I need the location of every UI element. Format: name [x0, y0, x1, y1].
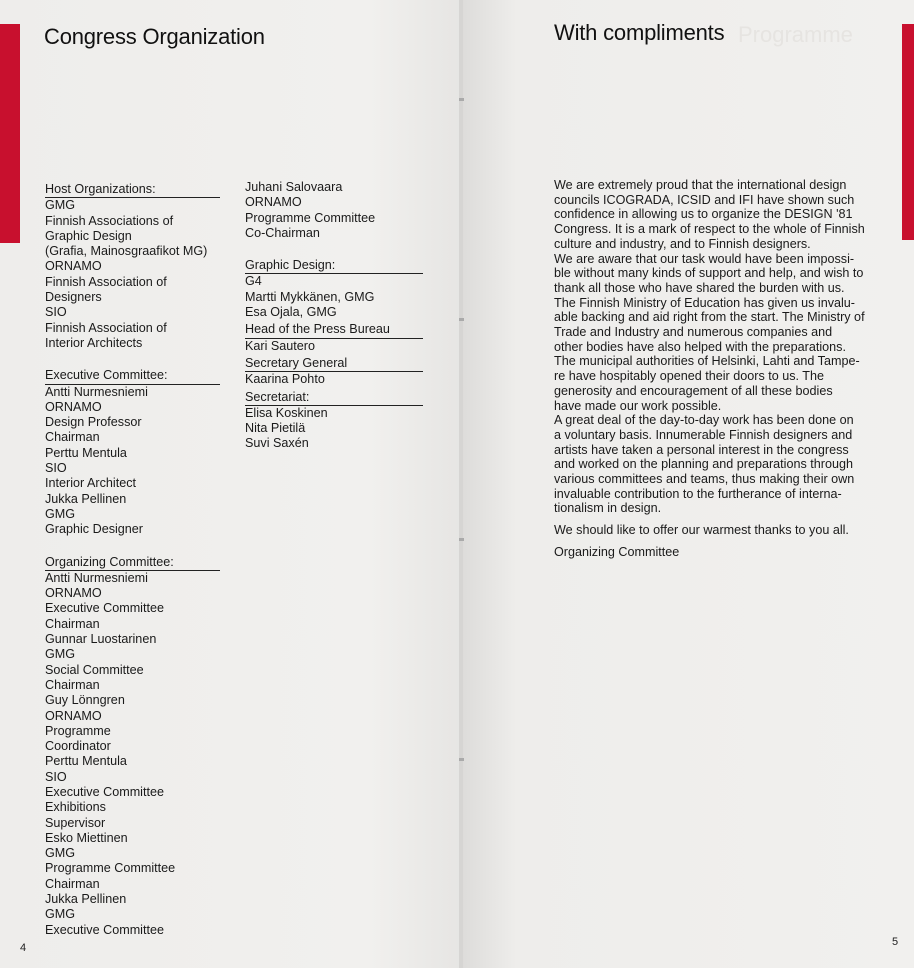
entry-line: Co-Chairman — [245, 225, 320, 240]
section-title: Secretary General — [245, 354, 423, 372]
organization-column-1 — [45, 180, 220, 938]
left-red-marker — [0, 24, 20, 243]
entry-line: Finnish Associations of — [45, 213, 174, 228]
section-title: Host Organizations: — [45, 180, 220, 198]
binding-stitch — [459, 318, 464, 321]
binding-stitch — [459, 98, 464, 101]
text-line: Congress. It is a mark of respect to the whole of Finnish — [554, 222, 865, 237]
entry-line: Coordinator — [45, 739, 111, 754]
entry-line: ORNAMO — [45, 259, 102, 274]
page-title-left: Congress Organization — [44, 24, 265, 49]
entry-line: Programme Committee — [45, 861, 176, 876]
entry-line: ORNAMO — [45, 586, 102, 601]
text-line: confidence in allowing us to organize the DESIGN '81 — [554, 207, 853, 222]
entry-line: Chairman — [45, 677, 100, 692]
entry-line: Antti Nurmesniemi — [45, 570, 148, 585]
entry-line: Design Professor — [45, 415, 142, 430]
section-title: Organizing Committee: — [45, 553, 220, 571]
entry-line: Suvi Saxén — [245, 436, 309, 451]
text-line: Organizing Committee — [554, 544, 680, 559]
entry-line: Martti Mykkänen, GMG — [245, 289, 375, 304]
page-number-right: 5 — [892, 936, 899, 948]
entry-line: Graphic Designer — [45, 522, 143, 537]
entry-line: GMG — [45, 506, 76, 521]
entry-line: Finnish Association of — [45, 320, 167, 335]
entry-line: Chairman — [45, 616, 100, 631]
entry-line: Antti Nurmesniemi — [45, 384, 148, 399]
entry-line: SIO — [45, 769, 67, 784]
text-line: tionalism in design. — [554, 501, 662, 516]
text-line: The Finnish Ministry of Education has given us invalu- — [554, 295, 855, 310]
text-line: able backing and aid right from the start. The Ministry of — [554, 310, 865, 325]
right-red-marker — [902, 24, 914, 240]
text-line: We are extremely proud that the international design — [554, 178, 847, 192]
entry-line: Juhani Salovaara — [245, 180, 343, 194]
section-title: Secretariat: — [245, 388, 423, 406]
text-line: culture and industry, and to Finnish designers. — [554, 236, 811, 251]
entry-line: SIO — [45, 461, 67, 476]
entry-line: ORNAMO — [45, 399, 102, 414]
section-title: Graphic Design: — [245, 256, 423, 274]
entry-line: Executive Committee — [45, 922, 164, 937]
section-title: Executive Committee: — [45, 366, 220, 384]
text-line: A great deal of the day-to-day work has been done on — [554, 413, 854, 428]
entry-line: Guy Lönngren — [45, 693, 125, 708]
organization-column-2 — [245, 180, 423, 452]
text-line: have made our work possible. — [554, 398, 722, 413]
text-line: We should like to offer our warmest thanks to you all. — [554, 523, 849, 538]
entry-line: Executive Committee — [45, 601, 164, 616]
entry-line: SIO — [45, 305, 67, 320]
entry-line: Perttu Mentula — [45, 445, 127, 460]
entry-line: Kari Sautero — [245, 338, 316, 353]
binding-stitch — [459, 538, 464, 541]
entry-line: Programme Committee — [245, 210, 376, 225]
text-line: Trade and Industry and numerous companies and — [554, 325, 833, 340]
entry-line: Gunnar Luostarinen — [45, 632, 157, 647]
page-number-left: 4 — [20, 942, 27, 954]
entry-line: Interior Architects — [45, 335, 143, 350]
entry-line: Nita Pietilä — [245, 421, 306, 436]
text-line: a voluntary basis. Innumerable Finnish designers and — [554, 427, 853, 442]
text-line: The municipal authorities of Helsinki, Lahti and Tampe- — [554, 354, 860, 369]
entry-line: Chairman — [45, 430, 100, 445]
entry-line: ORNAMO — [45, 708, 102, 723]
entry-line: GMG — [45, 198, 76, 213]
entry-line: (Grafia, Mainosgraafikot MG) — [45, 244, 208, 259]
entry-line: Elisa Koskinen — [245, 405, 328, 420]
entry-line: Designers — [45, 290, 102, 305]
entry-line: ORNAMO — [245, 195, 302, 210]
entry-line: Social Committee — [45, 662, 144, 677]
text-line: thank all those who have shared the burden with us. — [554, 280, 845, 295]
entry-line: Kaarina Pohto — [245, 372, 325, 387]
entry-line: Exhibitions — [45, 800, 106, 815]
entry-line: Finnish Association of — [45, 274, 167, 289]
entry-line: GMG — [45, 647, 76, 662]
text-line: councils ICOGRADA, ICSID and IFI have shown such — [554, 192, 855, 207]
entry-line: GMG — [45, 907, 76, 922]
section-title: Head of the Press Bureau — [245, 320, 423, 338]
binding-stitch — [459, 758, 464, 761]
text-line: various committees and teams, thus making their own — [554, 472, 855, 487]
entry-line: Esko Miettinen — [45, 830, 128, 845]
entry-line: Jukka Pellinen — [45, 491, 127, 506]
text-line: invaluable contribution to the furtherance of interna- — [554, 486, 842, 501]
entry-line: Supervisor — [45, 815, 106, 830]
book-gutter — [459, 0, 463, 968]
text-line: We are aware that our task would have been impossi- — [554, 251, 855, 266]
entry-line: Chairman — [45, 876, 100, 891]
text-line: ble without many kinds of support and help, and wish to — [554, 266, 864, 281]
compliments-text — [554, 178, 874, 560]
entry-line: GMG — [45, 846, 76, 861]
show-through-text: Programme — [738, 22, 853, 47]
entry-line: Executive Committee — [45, 784, 164, 799]
entry-line: Perttu Mentula — [45, 754, 127, 769]
text-line: re have hospitably opened their doors to us. The — [554, 369, 825, 384]
text-line: generosity and encouragement of all these bodies — [554, 383, 833, 398]
entry-line: Interior Architect — [45, 476, 136, 491]
text-line: artists have taken a personal interest in the congress — [554, 442, 849, 457]
page-title-right: With compliments — [554, 20, 725, 45]
text-line: other bodies have also helped with the preparations. — [554, 339, 846, 354]
entry-line: Programme — [45, 723, 111, 738]
entry-line: G4 — [245, 274, 262, 289]
text-line: and worked on the planning and preparations through — [554, 457, 853, 472]
entry-line: Graphic Design — [45, 228, 132, 243]
entry-line: Esa Ojala, GMG — [245, 305, 337, 320]
entry-line: Jukka Pellinen — [45, 892, 127, 907]
